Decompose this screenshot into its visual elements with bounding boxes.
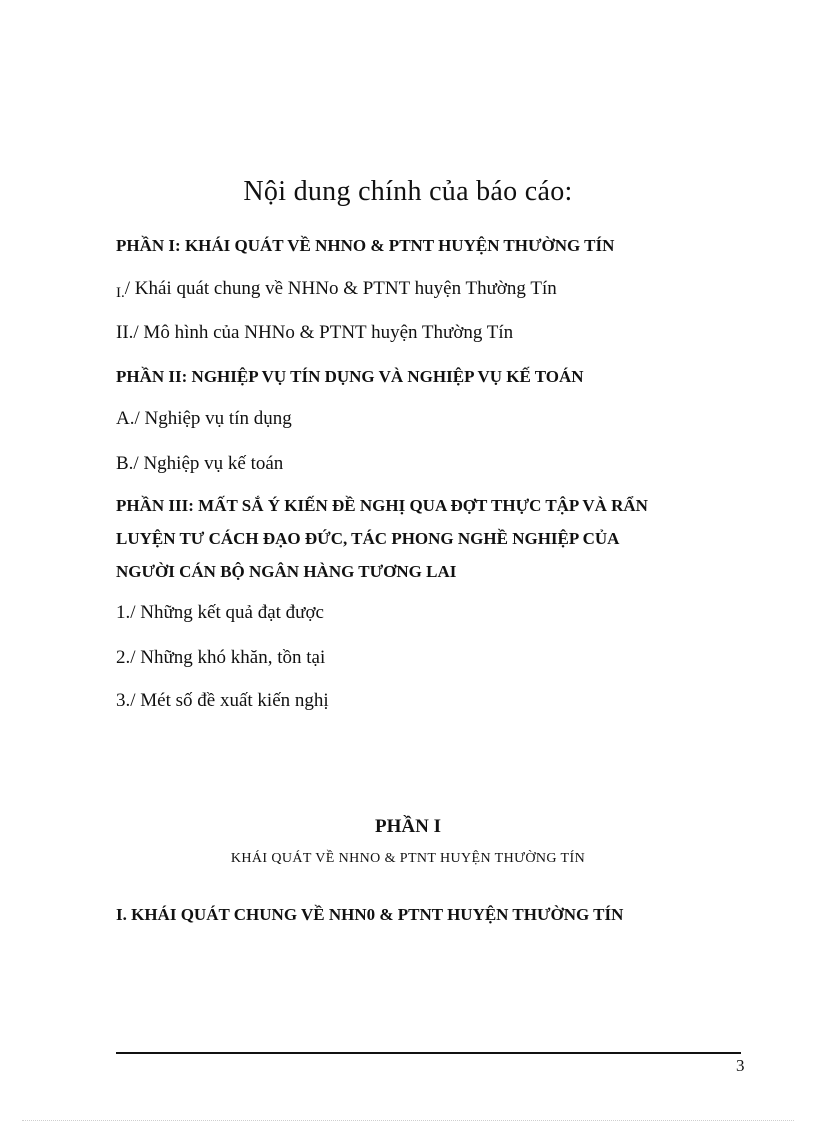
- toc-item-i-prefix: I.: [116, 285, 125, 301]
- toc-item-1: 1./ Những kết quả đạt được: [116, 602, 324, 623]
- toc-item-ii: II./ Mô hình của NHNo & PTNT huyện Thường Tín: [116, 322, 514, 343]
- toc-part-3-line-1: PHẦN III: MẤT SẮ Ý KIẾN ĐỀ NGHỊ QUA ĐỢT THỰC TẬP VÀ RẨN: [116, 496, 648, 515]
- toc-item-i-text: / Khái quát chung về NHNo & PTNT huyện Thường Tín: [124, 278, 557, 299]
- toc-part-1: PHẦN I: KHÁI QUÁT VỀ NHNO & PTNT HUYỆN THƯỜNG TÍN: [116, 236, 615, 255]
- footer-divider: [116, 1052, 741, 1054]
- document-heading: Nội dung chính của báo cáo:: [243, 176, 573, 207]
- toc-item-2: 2./ Những khó khăn, tồn tại: [116, 647, 326, 668]
- section-heading: I. KHÁI QUÁT CHUNG VỀ NHN0 & PTNT HUYỆN THƯỜNG TÍN: [116, 905, 624, 924]
- section-title: PHẦN I: [375, 816, 441, 837]
- toc-part-3-line-2: LUYỆN TƯ CÁCH ĐẠO ĐỨC, TÁC PHONG NGHỀ NGHIỆP CỦA: [116, 529, 620, 548]
- toc-item-a: A./ Nghiệp vụ tín dụng: [116, 408, 292, 429]
- toc-item-b: B./ Nghiệp vụ kế toán: [116, 453, 284, 474]
- page-bottom-divider: [22, 1120, 794, 1121]
- page-number: 3: [736, 1056, 745, 1075]
- toc-item-3: 3./ Mét số đề xuất kiến nghị: [116, 690, 329, 711]
- toc-item-i: [116, 278, 557, 302]
- toc-part-2: PHẦN II: NGHIỆP VỤ TÍN DỤNG VÀ NGHIỆP VỤ KẾ TOÁN: [116, 367, 584, 386]
- section-subtitle: KHÁI QUÁT VỀ NHNO & PTNT HUYỆN THƯỜNG TÍN: [230, 851, 586, 866]
- toc-part-3-line-3: NGƯỜI CÁN BỘ NGÂN HÀNG TƯƠNG LAI: [116, 562, 457, 581]
